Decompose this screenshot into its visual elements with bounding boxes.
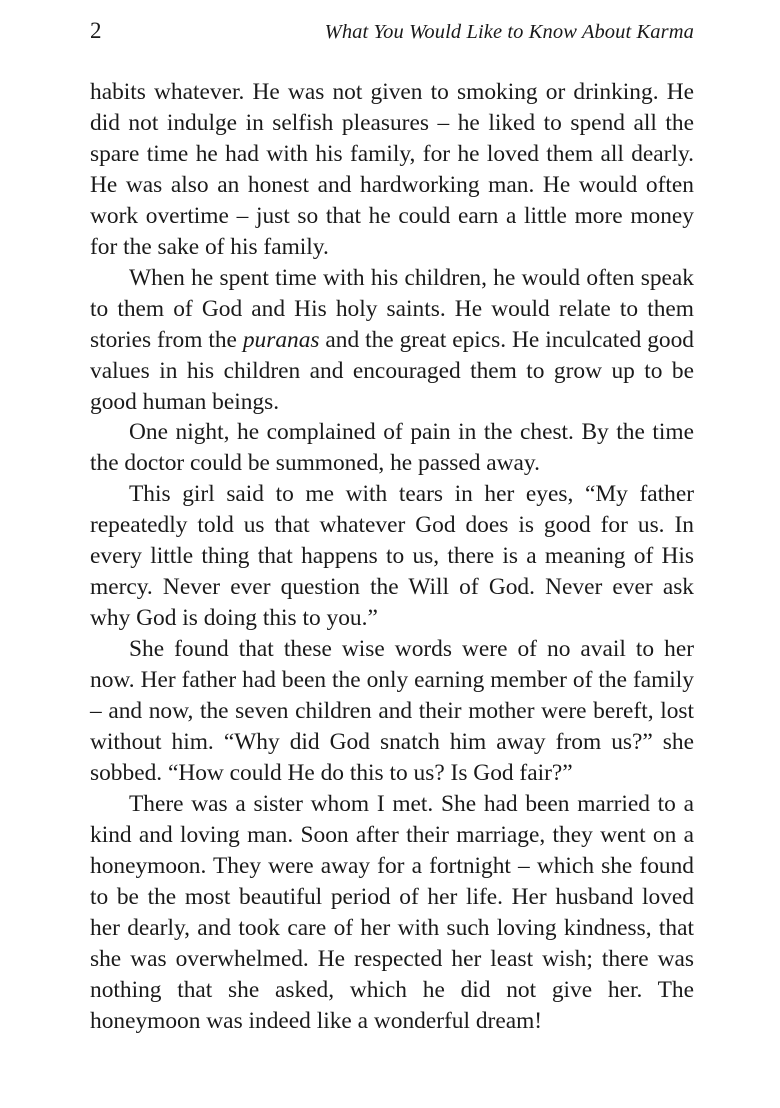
text-run: habits whatever. He was not given to smoking or drinking. He did not indulge in selfish pleasures – he liked to spend all the spare time he had with his family, for he loved them all dearly. He was also an honest and hardworking man. He would often work overtime – just so that he could earn a little more money for the sake of his family. [90, 79, 694, 260]
text-run: This girl said to me with tears in her eyes, “My father repeatedly told us that whatever God does is good for us. In every little thing that happens to us, there is a meaning of His mercy. Never ever question the Will of God. Never ever ask why God is doing this to you.” [90, 481, 694, 632]
text-run: and the great epics. He inculcated good values in his children and encouraged them to grow up to be good human beings. [90, 326, 695, 415]
paragraph [90, 634, 694, 789]
paragraph [90, 479, 694, 634]
page-number: 2 [90, 18, 102, 43]
text-run: There was a sister whom I met. She had been married to a kind and loving man. Soon after their marriage, they went on a honeymoon. They were away for a fortnight – which she found to be the most beautiful period of her life. Her husband loved her dearly, and took care of her with such loving kindness, that she was overwhelmed. He respected her least wish; there was nothing that she asked, which he did not give her. The honeymoon was indeed like a wonderful dream! [90, 790, 694, 1034]
paragraph [90, 263, 694, 418]
running-head [90, 18, 694, 52]
paragraph [90, 789, 694, 1037]
running-head-title: What You Would Like to Know About Karma [324, 21, 694, 43]
text-run: When he spent time with his children, he would often speak to them of God and His holy saints. He would relate to them stories from the [90, 264, 694, 353]
text-run: She found that these wise words were of no avail to her now. Her father had been the only earning member of the family – and now, the seven children and their mother were bereft, lost without him. “Why did God snatch him away from us?” she sobbed. “How could He do this to us? Is God fair?” [90, 636, 694, 786]
italic-term-puranas: puranas [242, 326, 320, 353]
text-run: One night, he complained of pain in the chest. By the time the doctor could be summoned, he passed away. [90, 419, 694, 477]
paragraph [90, 77, 694, 263]
paragraph [90, 417, 694, 479]
body-text [90, 77, 694, 1037]
